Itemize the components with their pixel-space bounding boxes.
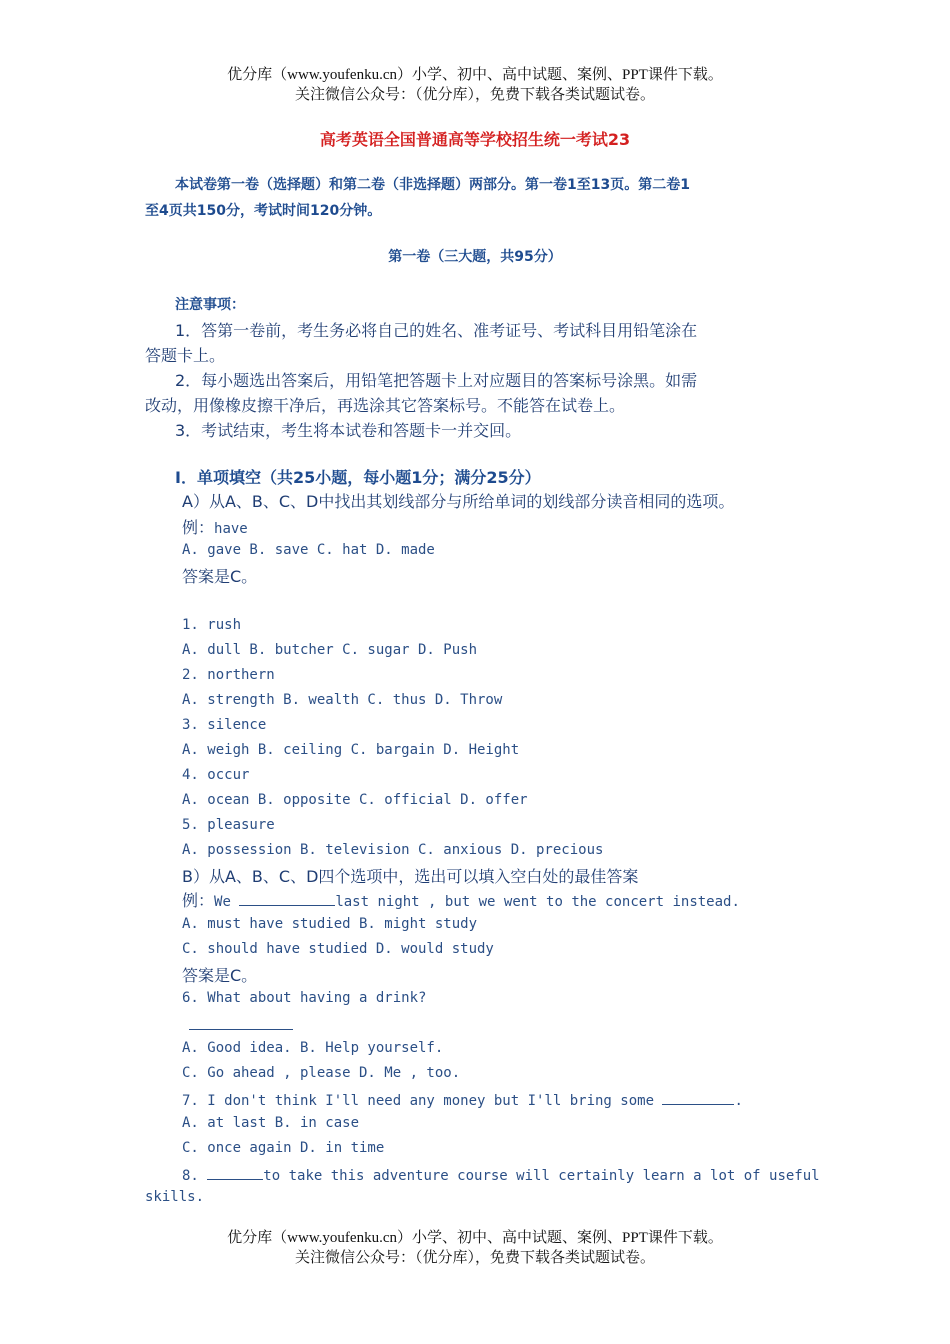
part1-heading: I．单项填空（共25小题，每小题1分；满分25分） bbox=[175, 468, 541, 487]
question-8-post: to take this adventure course will certainly learn a lot of useful bbox=[263, 1168, 820, 1184]
header-line-1: 优分库（www.youfenku.cn）小学、初中、高中试题、案例、PPT课件下载。 bbox=[227, 67, 723, 83]
question-8-blank bbox=[207, 1165, 263, 1180]
question-4-options: A. ocean B. opposite C. official D. offer bbox=[182, 792, 528, 808]
question-8-continuation: skills. bbox=[145, 1189, 205, 1205]
question-7-pre: 7. I don't think I'll need any money but I'll bring some bbox=[182, 1093, 663, 1109]
question-6-blank bbox=[189, 1017, 293, 1030]
footer-line-2: 关注微信公众号：（优分库），免费下载各类试题试卷。 bbox=[294, 1250, 655, 1266]
example-word: have bbox=[214, 521, 248, 537]
question-7 bbox=[182, 1090, 743, 1109]
intro-line-1: 本试卷第一卷（选择题）和第二卷（非选择题）两部分。第一卷1至13页。第二卷1 bbox=[175, 177, 690, 193]
question-6-options-1: A. Good idea. B. Help yourself. bbox=[182, 1040, 444, 1056]
question-7-post: . bbox=[734, 1093, 743, 1109]
question-8 bbox=[182, 1165, 820, 1184]
section-title: 第一卷（三大题，共95分） bbox=[388, 249, 562, 265]
notice-heading: 注意事项： bbox=[175, 297, 245, 313]
example-options: A. gave B. save C. hat D. made bbox=[182, 542, 435, 558]
question-1: 1. rush bbox=[182, 617, 242, 633]
question-7-options-2: C. once again D. in time bbox=[182, 1140, 385, 1156]
question-2-options: A. strength B. wealth C. thus D. Throw bbox=[182, 692, 503, 708]
notice-item-1b: 答题卡上。 bbox=[145, 346, 226, 365]
part-b-example-options-1: A. must have studied B. might study bbox=[182, 916, 478, 932]
example-label: 例： bbox=[182, 518, 215, 537]
notice-item-2a: 2．每小题选出答案后，用铅笔把答题卡上对应题目的答案标号涂黑。如需 bbox=[175, 371, 698, 390]
part-b-example-answer: 答案是C。 bbox=[182, 966, 258, 985]
notice-item-1a: 1．答第一卷前，考生务必将自己的姓名、准考证号、考试科目用铅笔涂在 bbox=[175, 321, 698, 340]
intro-line-2: 至4页共150分，考试时间120分钟。 bbox=[145, 203, 382, 219]
notice-item-3: 3．考试结束，考生将本试卷和答题卡一并交回。 bbox=[175, 421, 522, 440]
part-b-example-blank bbox=[239, 891, 335, 906]
part-b-example-pre: We bbox=[214, 894, 240, 910]
question-3-options: A. weigh B. ceiling C. bargain D. Height bbox=[182, 742, 520, 758]
part-b-instruction: B）从A、B、C、D四个选项中，选出可以填入空白处的最佳答案 bbox=[182, 867, 639, 886]
part-a-instruction: A）从A、B、C、D中找出其划线部分与所给单词的划线部分读音相同的选项。 bbox=[182, 492, 735, 511]
question-1-options: A. dull B. butcher C. sugar D. Push bbox=[182, 642, 478, 658]
question-5: 5. pleasure bbox=[182, 817, 275, 833]
question-3: 3. silence bbox=[182, 717, 267, 733]
part-b-example-options-2: C. should have studied D. would study bbox=[182, 941, 494, 957]
part-b-example-label: 例： bbox=[182, 891, 215, 910]
question-7-blank bbox=[662, 1090, 734, 1105]
part-b-example bbox=[182, 888, 740, 911]
question-6: 6. What about having a drink? bbox=[182, 990, 427, 1006]
question-8-pre: 8. bbox=[182, 1168, 208, 1184]
question-6-options-2: C. Go ahead , please D. Me , too. bbox=[182, 1065, 461, 1081]
example-word-line bbox=[182, 515, 248, 538]
header-line-2: 关注微信公众号：（优分库），免费下载各类试题试卷。 bbox=[294, 87, 655, 103]
part-b-example-post: last night , but we went to the concert instead. bbox=[335, 894, 740, 910]
question-2: 2. northern bbox=[182, 667, 275, 683]
question-4: 4. occur bbox=[182, 767, 250, 783]
notice-item-2b: 改动，用像橡皮擦干净后，再选涂其它答案标号。不能答在试卷上。 bbox=[145, 396, 626, 415]
question-5-options: A. possession B. television C. anxious D. precious bbox=[182, 842, 604, 858]
footer-line-1: 优分库（www.youfenku.cn）小学、初中、高中试题、案例、PPT课件下载。 bbox=[227, 1230, 723, 1246]
example-answer: 答案是C。 bbox=[182, 567, 258, 586]
question-7-options-1: A. at last B. in case bbox=[182, 1115, 360, 1131]
page-title: 高考英语全国普通高等学校招生统一考试23 bbox=[319, 130, 631, 149]
